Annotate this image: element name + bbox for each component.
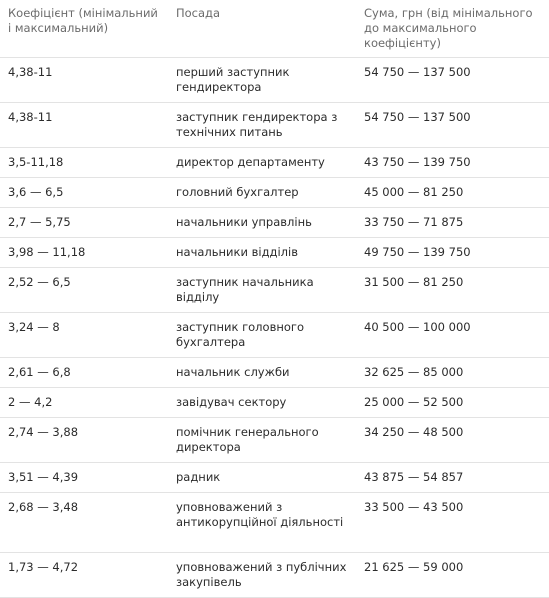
- cell-coefficient: 3,5-11,18: [0, 148, 170, 178]
- header-position: Посада: [170, 0, 358, 58]
- cell-position: начальники відділів: [170, 238, 358, 268]
- cell-coefficient: 2 — 4,2: [0, 388, 170, 418]
- cell-coefficient: 2,52 — 6,5: [0, 268, 170, 313]
- table-row: [0, 178, 549, 208]
- cell-coefficient: 1,73 — 4,72: [0, 553, 170, 598]
- cell-coefficient: 3,24 — 8: [0, 313, 170, 358]
- table-body: [0, 58, 549, 598]
- table-row: [0, 208, 549, 238]
- table-header: [0, 0, 549, 58]
- cell-position: перший заступник гендиректора: [170, 58, 358, 103]
- cell-amount: 54 750 — 137 500: [358, 58, 549, 103]
- cell-amount: 49 750 — 139 750: [358, 238, 549, 268]
- cell-position: начальники управлінь: [170, 208, 358, 238]
- table-row: [0, 58, 549, 103]
- cell-position: радник: [170, 463, 358, 493]
- cell-position: заступник начальника відділу: [170, 268, 358, 313]
- header-row: [0, 0, 549, 58]
- cell-amount: 34 250 — 48 500: [358, 418, 549, 463]
- cell-coefficient: 4,38-11: [0, 58, 170, 103]
- cell-coefficient: 3,6 — 6,5: [0, 178, 170, 208]
- table-row: [0, 148, 549, 178]
- table-row: [0, 313, 549, 358]
- cell-amount: 33 750 — 71 875: [358, 208, 549, 238]
- cell-amount: 21 625 — 59 000: [358, 553, 549, 598]
- cell-position: начальник служби: [170, 358, 358, 388]
- cell-position: заступник головного бухгалтера: [170, 313, 358, 358]
- cell-amount: 43 750 — 139 750: [358, 148, 549, 178]
- cell-amount: 45 000 — 81 250: [358, 178, 549, 208]
- cell-position: уповноважений з публічних закупівель: [170, 553, 358, 598]
- cell-coefficient: 4,38-11: [0, 103, 170, 148]
- cell-amount: 32 625 — 85 000: [358, 358, 549, 388]
- table-row: [0, 463, 549, 493]
- cell-position: завідувач сектору: [170, 388, 358, 418]
- cell-amount: 40 500 — 100 000: [358, 313, 549, 358]
- cell-coefficient: 2,74 — 3,88: [0, 418, 170, 463]
- cell-amount: 31 500 — 81 250: [358, 268, 549, 313]
- header-coefficient: Коефіцієнт (мінімальний і максимальний): [0, 0, 170, 58]
- cell-coefficient: 2,68 — 3,48: [0, 493, 170, 553]
- table-row: [0, 418, 549, 463]
- cell-position: помічник генерального директора: [170, 418, 358, 463]
- cell-coefficient: 3,98 — 11,18: [0, 238, 170, 268]
- table-row: [0, 493, 549, 553]
- cell-position: головний бухгалтер: [170, 178, 358, 208]
- cell-position: директор департаменту: [170, 148, 358, 178]
- cell-coefficient: 2,7 — 5,75: [0, 208, 170, 238]
- cell-coefficient: 2,61 — 6,8: [0, 358, 170, 388]
- cell-amount: 33 500 — 43 500: [358, 493, 549, 553]
- header-amount: Сума, грн (від мінімального до максимального коефіцієнту): [358, 0, 549, 58]
- cell-amount: 54 750 — 137 500: [358, 103, 549, 148]
- cell-coefficient: 3,51 — 4,39: [0, 463, 170, 493]
- table-row: [0, 553, 549, 598]
- table-row: [0, 388, 549, 418]
- table-row: [0, 358, 549, 388]
- table-row: [0, 103, 549, 148]
- table-row: [0, 238, 549, 268]
- table-row: [0, 268, 549, 313]
- cell-position: заступник гендиректора з технічних питань: [170, 103, 358, 148]
- cell-amount: 43 875 — 54 857: [358, 463, 549, 493]
- cell-position: уповноважений з антикорупційної діяльності: [170, 493, 358, 553]
- cell-amount: 25 000 — 52 500: [358, 388, 549, 418]
